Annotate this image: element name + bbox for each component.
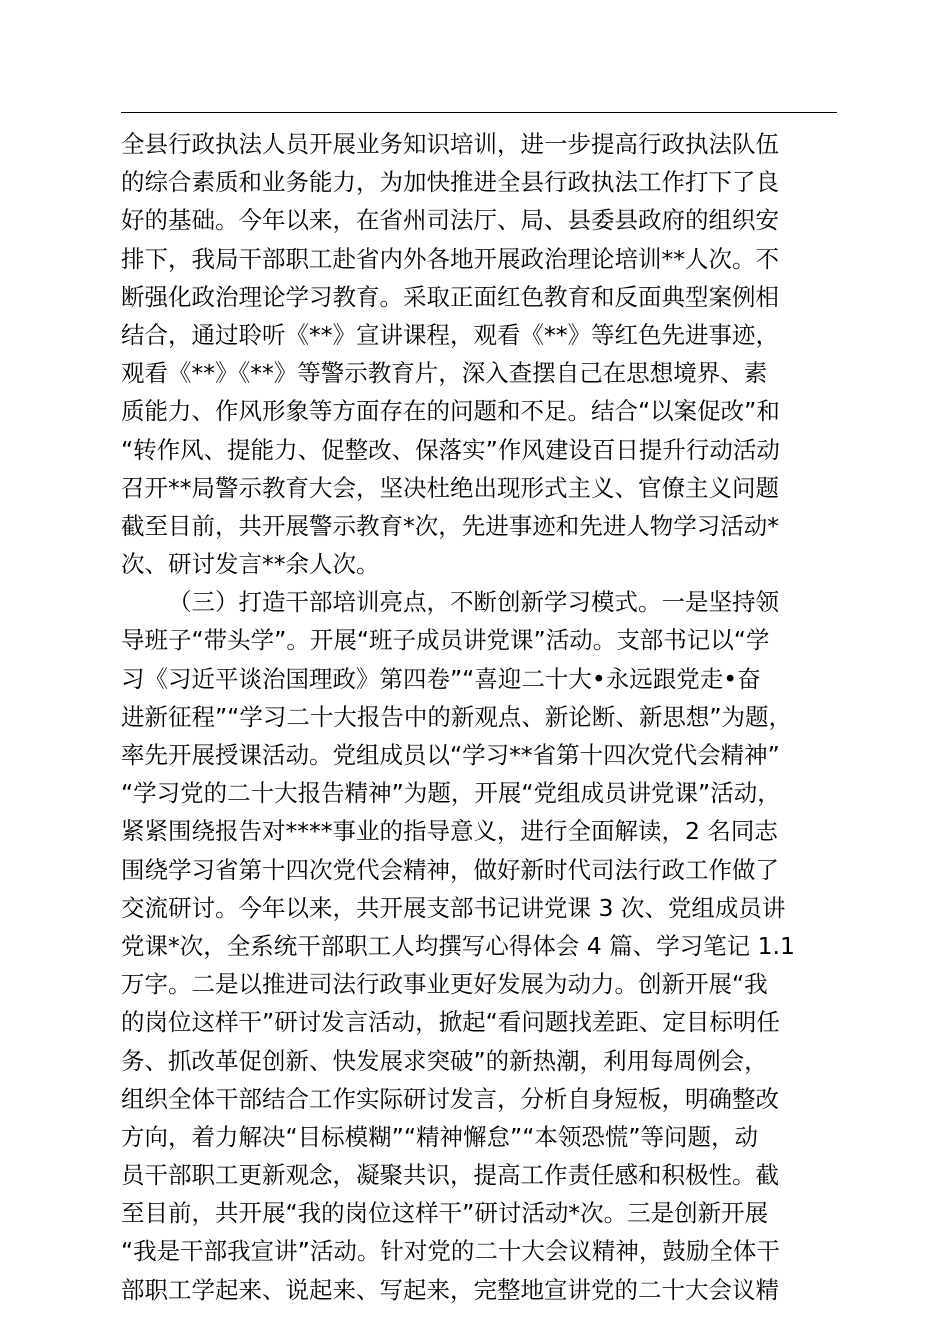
text-line: 好的基础。今年以来，在省州司法厅、局、县委县政府的组织安 <box>121 206 779 235</box>
text-line: 习《习近平谈治国理政》第四卷”“喜迎二十大•永远跟党走•奋 <box>121 664 761 693</box>
text-line: 党课*次，全系统干部职工人均撰写心得体会 4 篇、学习笔记 1.1 <box>121 931 795 960</box>
text-line: 员干部职工更新观念，凝聚共识，提高工作责任感和积极性。截 <box>121 1161 779 1190</box>
text-line: 围绕学习省第十四次党代会精神，做好新时代司法行政工作做了 <box>121 855 779 884</box>
document-body <box>121 125 861 1309</box>
paragraph-start-line: （三）打造干部培训亮点，不断创新学习模式。一是坚持领 <box>168 588 779 617</box>
text-line: “学习党的二十大报告精神”为题，开展“党组成员讲党课”活动， <box>121 779 781 808</box>
text-line: 断强化政治理论学习教育。采取正面红色教育和反面典型案例相 <box>121 282 779 311</box>
text-line: 的岗位这样干”研讨发言活动，掀起“看问题找差距、定目标明任 <box>121 1008 780 1037</box>
text-line: 结合，通过聆听《**》宣讲课程，观看《**》等红色先进事迹， <box>121 320 779 349</box>
text-line: 质能力、作风形象等方面存在的问题和不足。结合“以案促改”和 <box>121 397 780 426</box>
text-line: 排下，我局干部职工赴省内外各地开展政治理论培训**人次。不 <box>121 244 779 273</box>
text-line: 务、抓改革促创新、快发展求突破”的新热潮，利用每周例会， <box>121 1046 768 1075</box>
text-line: 万字。二是以推进司法行政事业更好发展为动力。创新开展“我 <box>121 970 768 999</box>
text-line: 组织全体干部结合工作实际研讨发言，分析自身短板，明确整改 <box>121 1084 779 1113</box>
text-line: 进新征程”“学习二十大报告中的新观点、新论断、新思想”为题， <box>121 702 793 731</box>
text-line: 全县行政执法人员开展业务知识培训，进一步提高行政执法队伍 <box>121 130 779 158</box>
text-line: 交流研讨。今年以来，共开展支部书记讲党课 3 次、党组成员讲 <box>121 893 786 922</box>
header-rule <box>121 112 837 113</box>
text-line: 召开**局警示教育大会，坚决杜绝出现形式主义、官僚主义问题 <box>121 473 779 502</box>
text-line: 率先开展授课活动。党组成员以“学习**省第十四次党代会精神” <box>121 741 780 769</box>
text-line: 观看《**》《**》等警示教育片，深入查摆自己在思想境界、素 <box>121 359 768 388</box>
text-line: 次、研讨发言**余人次。 <box>121 550 380 579</box>
text-line: 方向，着力解决“目标模糊”“精神懈怠”“本领恐慌”等问题，动 <box>121 1122 759 1151</box>
text-line: 的综合素质和业务能力，为加快推进全县行政执法工作打下了良 <box>121 168 779 197</box>
text-line: 部职工学起来、说起来、写起来，完整地宣讲党的二十大会议精 <box>121 1275 779 1304</box>
text-line: “转作风、提能力、促整改、保落实”作风建设百日提升行动活动 <box>121 435 780 464</box>
text-line: 导班子“带头学”。开展“班子成员讲党课”活动。支部书记以“学 <box>121 626 770 655</box>
text-line: “我是干部我宣讲”活动。针对党的二十大会议精神，鼓励全体干 <box>121 1237 780 1266</box>
text-line: 紧紧围绕报告对****事业的指导意义，进行全面解读，2 名同志 <box>121 817 778 846</box>
text-line: 至目前，共开展“我的岗位这样干”研讨活动*次。三是创新开展 <box>121 1199 769 1228</box>
text-line: 截至目前，共开展警示教育*次，先进事迹和先进人物学习活动* <box>121 511 779 540</box>
